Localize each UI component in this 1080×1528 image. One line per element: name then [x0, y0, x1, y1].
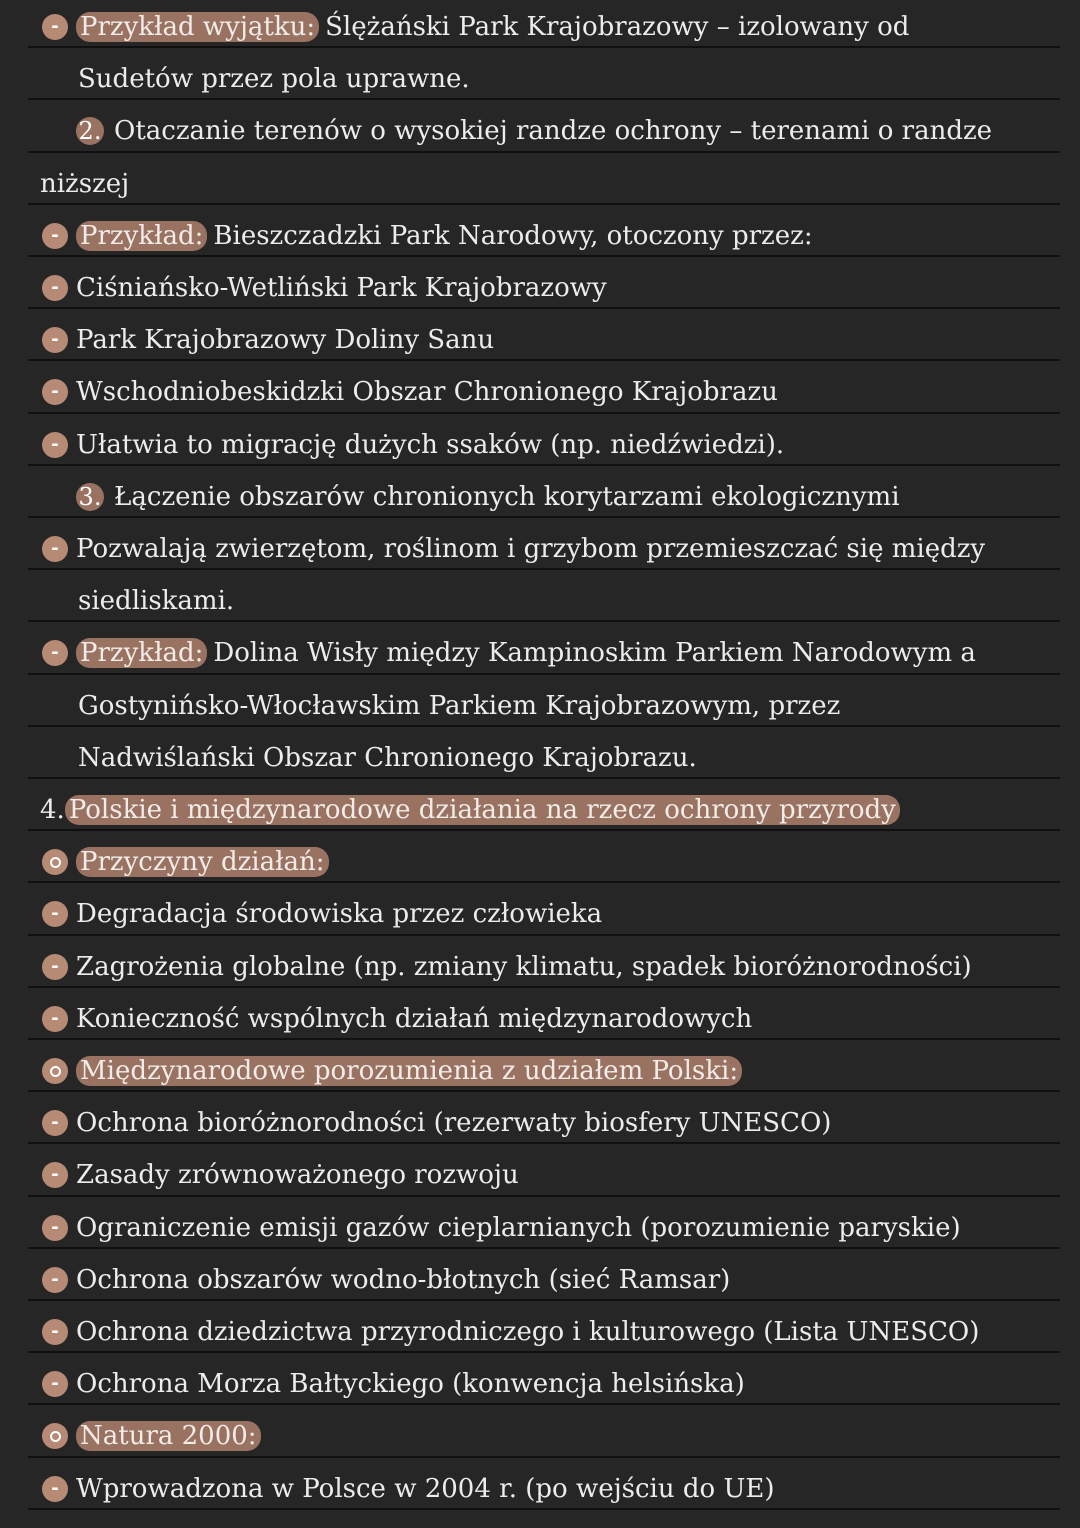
- dash-bullet-icon: -: [42, 1476, 68, 1502]
- note-line: [0, 934, 1080, 986]
- note-line: [0, 881, 1080, 933]
- line-text: Bieszczadzki Park Narodowy, otoczony przez:: [213, 220, 813, 251]
- note-line: [0, 1142, 1080, 1194]
- note-line: [0, 0, 1080, 46]
- line-text: Ochrona bioróżnorodności (rezerwaty biosfery UNESCO): [76, 1108, 832, 1139]
- dash-bullet-icon: -: [42, 1110, 68, 1136]
- dash-bullet-icon: -: [42, 1006, 68, 1032]
- note-line: [0, 46, 1080, 98]
- note-line: [0, 986, 1080, 1038]
- note-line: [0, 1247, 1080, 1299]
- ring-bullet-icon: [42, 1423, 68, 1449]
- note-line: [0, 255, 1080, 307]
- line-text: Degradacja środowiska przez człowieka: [76, 899, 603, 930]
- note-line: [0, 829, 1080, 881]
- note-line: [0, 673, 1080, 725]
- line-text: Gostynińsko-Włocławskim Parkiem Krajobrazowym, przez: [78, 690, 841, 721]
- dash-bullet-icon: -: [42, 223, 68, 249]
- section-number: 4.: [40, 795, 65, 825]
- dash-bullet-icon: -: [42, 432, 68, 458]
- step-number: 2.: [76, 117, 104, 145]
- line-text: Otaczanie terenów o wysokiej randze ochrony – terenami o randze: [114, 116, 993, 147]
- ring-bullet-icon: [42, 849, 68, 875]
- line-text: Nadwiślański Obszar Chronionego Krajobrazu.: [78, 742, 697, 773]
- line-text: Park Krajobrazowy Doliny Sanu: [76, 325, 495, 356]
- note-line: [0, 1299, 1080, 1351]
- note-line: [0, 1195, 1080, 1247]
- dash-bullet-icon: -: [42, 954, 68, 980]
- note-line: [0, 1090, 1080, 1142]
- highlighted-label: Międzynarodowe porozumienia z udziałem Polski:: [76, 1056, 742, 1086]
- note-line: [0, 620, 1080, 672]
- line-text: Ochrona obszarów wodno-błotnych (sieć Ramsar): [76, 1264, 731, 1295]
- ring-bullet-icon: [42, 1058, 68, 1084]
- line-text: Konieczność wspólnych działań międzynarodowych: [76, 1003, 753, 1034]
- note-line: [0, 464, 1080, 516]
- highlighted-label: Polskie i międzynarodowe działania na rzecz ochrony przyrody: [65, 795, 900, 825]
- dash-bullet-icon: -: [42, 1215, 68, 1241]
- line-text: Ślężański Park Krajobrazowy – izolowany od: [325, 12, 910, 42]
- highlighted-label: Natura 2000:: [76, 1421, 261, 1451]
- line-text: Łączenie obszarów chronionych korytarzami ekologicznymi: [114, 481, 900, 512]
- highlighted-label: Przykład wyjątku:: [76, 12, 319, 42]
- line-text: Ochrona dziedzictwa przyrodniczego i kulturowego (Lista UNESCO): [76, 1317, 980, 1347]
- dash-bullet-icon: -: [42, 379, 68, 405]
- note-line: [0, 412, 1080, 464]
- line-text: Wschodniobeskidzki Obszar Chronionego Krajobrazu: [76, 377, 778, 408]
- ruled-line: [28, 1508, 1060, 1510]
- note-line: [0, 98, 1080, 150]
- line-text: Pozwalają zwierzętom, roślinom i grzybom przemieszczać się między: [76, 534, 986, 564]
- note-line: [0, 516, 1080, 568]
- note-line: [0, 151, 1080, 203]
- dash-bullet-icon: -: [42, 1162, 68, 1188]
- highlighted-label: Przyczyny działań:: [76, 847, 329, 877]
- line-text: Sudetów przez pola uprawne.: [78, 64, 470, 95]
- dash-bullet-icon: -: [42, 327, 68, 353]
- dash-bullet-icon: -: [42, 1267, 68, 1293]
- line-text: Ochrona Morza Bałtyckiego (konwencja helsińska): [76, 1369, 745, 1400]
- line-text: Zasady zrównoważonego rozwoju: [76, 1160, 519, 1191]
- dash-bullet-icon: -: [42, 901, 68, 927]
- highlighted-label: Przykład:: [76, 221, 207, 251]
- line-text: Ograniczenie emisji gazów cieplarnianych (porozumienie paryskie): [76, 1212, 961, 1243]
- dash-bullet-icon: -: [42, 275, 68, 301]
- line-text: niższej: [40, 168, 130, 199]
- note-line: [0, 307, 1080, 359]
- line-text: Dolina Wisły między Kampinoskim Parkiem Narodowym a: [213, 638, 976, 669]
- step-number: 3.: [76, 483, 104, 511]
- dash-bullet-icon: -: [42, 640, 68, 666]
- line-text: Ciśniańsko-Wetliński Park Krajobrazowy: [76, 273, 607, 303]
- dash-bullet-icon: -: [42, 14, 68, 40]
- line-text: Ułatwia to migrację dużych ssaków (np. niedźwiedzi).: [76, 429, 785, 460]
- note-line: [0, 725, 1080, 777]
- dash-bullet-icon: -: [42, 536, 68, 562]
- note-line: [0, 1038, 1080, 1090]
- note-line: [0, 568, 1080, 620]
- note-line: [0, 777, 1080, 829]
- dash-bullet-icon: -: [42, 1319, 68, 1345]
- dash-bullet-icon: -: [42, 1371, 68, 1397]
- note-line: [0, 1403, 1080, 1455]
- line-text: siedliskami.: [78, 586, 235, 617]
- note-line: [0, 1456, 1080, 1508]
- note-line: [0, 203, 1080, 255]
- line-text: Zagrożenia globalne (np. zmiany klimatu, spadek bioróżnorodności): [76, 951, 972, 982]
- note-line: [0, 359, 1080, 411]
- note-line: [0, 1351, 1080, 1403]
- line-text: Wprowadzona w Polsce w 2004 r. (po wejściu do UE): [76, 1473, 775, 1504]
- highlighted-label: Przykład:: [76, 638, 207, 668]
